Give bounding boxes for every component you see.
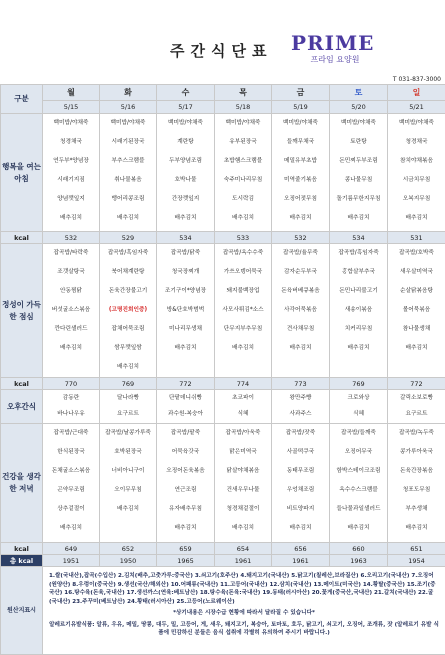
- breakfast-cell: [43, 114, 100, 232]
- lunch-menu-item: 배추김치: [43, 339, 99, 358]
- total-kcal: 1954: [388, 555, 445, 567]
- lunch-menu-item: 가쓰오뎅어묵국: [215, 263, 271, 282]
- dinner-menu-item: 곤약무조림: [43, 481, 99, 500]
- lunch-kcal: 774: [215, 378, 272, 390]
- breakfast-menu-item: 백미밥/야채죽: [330, 114, 387, 133]
- dinner-menu-item: 부추생채: [388, 500, 445, 519]
- lunch-menu-item: 배추김치: [388, 339, 445, 358]
- dinner-menu-item: 청경채겉절이: [215, 500, 271, 519]
- dinner-menu-item: 너비아니구이: [100, 462, 156, 481]
- lunch-menu-item: 조갯살탕국: [43, 263, 99, 282]
- dinner-menu-item: 맑은미역국: [215, 443, 271, 462]
- dinner-kcal: 656: [272, 543, 330, 555]
- lunch-cell: [215, 244, 272, 378]
- dinner-cell: [272, 424, 330, 543]
- kcal-label: kcal: [1, 232, 43, 244]
- breakfast-menu-item: 들깨무채국: [272, 133, 329, 152]
- breakfast-menu-item: 초밥햄스크램블: [215, 152, 271, 171]
- dinner-cell: [388, 424, 445, 543]
- dinner-menu-item: 오징어무국: [330, 443, 387, 462]
- header: [0, 0, 445, 86]
- breakfast-menu-item: 백미밥/야채죽: [157, 114, 214, 133]
- lunch-menu-item: 순살닭볶음탕: [388, 282, 445, 301]
- lunch-menu-item: 단무지부추무침: [215, 320, 271, 339]
- breakfast-menu-item: 백미밥/야채죽: [388, 114, 445, 133]
- snack-menu-item: 단팥데니쉬빵: [157, 390, 214, 406]
- lunch-menu-item: 새송이볶음: [330, 301, 387, 320]
- dinner-menu-item: 어묵육갓국: [157, 443, 214, 462]
- breakfast-menu-item: 백미밥/야채죽: [43, 114, 99, 133]
- lunch-cell: [43, 244, 100, 378]
- dinner-menu-item: 돈육간장볶음: [388, 462, 445, 481]
- breakfast-menu-item: 미역줄기볶음: [272, 171, 329, 190]
- dinner-cell: [100, 424, 157, 543]
- breakfast-kcal-row: [1, 232, 445, 244]
- date-fri: 5/19: [272, 101, 330, 114]
- breakfast-menu-item: 부추스크램블: [100, 152, 156, 171]
- lunch-menu-item: 돈육간장불고기: [100, 282, 156, 301]
- lunch-menu-item: 북어채계란탕: [100, 263, 156, 282]
- breakfast-menu-item: 배추김치: [43, 209, 99, 228]
- dinner-menu-item: 잡곡밥/날콩가루죽: [100, 424, 156, 443]
- dinner-cell: [157, 424, 215, 543]
- logo: [291, 33, 401, 69]
- breakfast-label: 행복을 여는 아침: [1, 114, 43, 232]
- dinner-menu-item: 배추김치: [215, 519, 271, 538]
- dinner-menu-item: 동태무조림: [272, 462, 329, 481]
- breakfast-menu-item: 시래기지짐: [43, 171, 99, 190]
- date-tue: 5/16: [100, 101, 157, 114]
- dinner-menu-item: 상추겉절이: [43, 500, 99, 519]
- dinner-menu-item: 잡곡밥/팥죽: [157, 424, 214, 443]
- lunch-cell: [157, 244, 215, 378]
- lunch-kcal: 770: [43, 378, 100, 390]
- snack-row: [1, 390, 445, 424]
- lunch-menu-item: 버섯굴소스볶음: [43, 301, 99, 320]
- snack-menu-item: 초코파이: [215, 390, 271, 406]
- breakfast-cell: [272, 114, 330, 232]
- lunch-menu-item: 홍합살부추국: [330, 263, 387, 282]
- lunch-menu-item: 돈민나리불고기: [330, 282, 387, 301]
- breakfast-menu-item: 숙주미나리무침: [215, 171, 271, 190]
- snack-cell: [157, 390, 215, 424]
- total-kcal: 1950: [100, 555, 157, 567]
- breakfast-menu-item: 메밀유부초밥: [272, 152, 329, 171]
- lunch-menu-item: 감자순두부국: [272, 263, 329, 282]
- weekly-menu-table: [0, 84, 445, 655]
- dinner-cell: [215, 424, 272, 543]
- kcal-label: kcal: [1, 543, 43, 555]
- kcal-label: kcal: [1, 378, 43, 390]
- phone-number: T 031-837-3000: [393, 76, 441, 83]
- dinner-menu-item: 닭살야채볶음: [215, 462, 271, 481]
- breakfast-menu-item: 배추김치: [100, 209, 156, 228]
- breakfast-menu-item: 배추김치: [157, 209, 214, 228]
- lunch-menu-item: 사각어묵볶음: [272, 301, 329, 320]
- breakfast-kcal: 529: [100, 232, 157, 244]
- dinner-menu-item: 오징어돈육볶음: [157, 462, 214, 481]
- breakfast-menu-item: 도시락김: [215, 190, 271, 209]
- page-title: 주간식단표: [170, 40, 272, 61]
- dinner-menu-item: 배추김치: [272, 519, 329, 538]
- snack-menu-item: 크로와상: [330, 390, 387, 406]
- dinner-kcal: 651: [388, 543, 445, 555]
- breakfast-menu-item: 콩나물무침: [330, 171, 387, 190]
- breakfast-menu-item: 배추김치: [330, 209, 387, 228]
- dinner-kcal-row: [1, 543, 445, 555]
- breakfast-kcal: 531: [388, 232, 445, 244]
- day-thu: 목: [215, 85, 272, 101]
- snack-menu-item: 달나라빵: [100, 390, 156, 406]
- snack-menu-item: 식혜: [330, 406, 387, 422]
- snack-cell: [215, 390, 272, 424]
- breakfast-menu-item: 시금치무침: [388, 171, 445, 190]
- total-kcal: 1961: [272, 555, 330, 567]
- lunch-menu-item: 배추김치: [272, 339, 329, 358]
- dinner-menu-item: 연근조림: [157, 481, 214, 500]
- breakfast-menu-item: 간장깻잎지: [157, 190, 214, 209]
- dinner-kcal: 654: [215, 543, 272, 555]
- dinner-menu-item: 함박스테이크조림: [330, 462, 387, 481]
- lunch-menu-item: 방&단호박범벅: [157, 301, 214, 320]
- snack-menu-item: 사과주스: [272, 406, 329, 422]
- breakfast-cell: [157, 114, 215, 232]
- day-mon: 월: [43, 85, 100, 101]
- dinner-menu-item: 호박된장국: [100, 443, 156, 462]
- lunch-menu-item: 잡채어묵조림: [100, 320, 156, 339]
- breakfast-menu-item: 배추김치: [215, 209, 271, 228]
- breakfast-row: [1, 114, 445, 232]
- dinner-label: 건강을 생각한 저녁: [1, 424, 43, 543]
- dinner-menu-item: 잡곡밥/들깨죽: [330, 424, 387, 443]
- day-sun: 일: [388, 85, 445, 101]
- dinner-menu-item: 잡곡밥/근대죽: [43, 424, 99, 443]
- lunch-row: [1, 244, 445, 378]
- total-kcal: 1963: [330, 555, 388, 567]
- lunch-cell: [272, 244, 330, 378]
- dinner-menu-item: 사골떡쿠국: [272, 443, 329, 462]
- breakfast-cell: [215, 114, 272, 232]
- lunch-cell: [100, 244, 157, 378]
- breakfast-menu-item: 양념깻잎지: [43, 190, 99, 209]
- lunch-kcal: 773: [272, 378, 330, 390]
- total-kcal: 1951: [43, 555, 100, 567]
- lunch-menu-item: 견사채무침: [272, 320, 329, 339]
- snack-menu-item: 요구르트: [100, 406, 156, 422]
- breakfast-kcal: 532: [43, 232, 100, 244]
- snack-menu-item: 왕만주빵: [272, 390, 329, 406]
- origin-info: [43, 567, 445, 655]
- lunch-cell: [330, 244, 388, 378]
- snack-cell: [43, 390, 100, 424]
- breakfast-kcal: 533: [215, 232, 272, 244]
- dinner-kcal: 659: [157, 543, 215, 555]
- dinner-cell: [43, 424, 100, 543]
- date-thu: 5/18: [215, 101, 272, 114]
- breakfast-menu-item: 백미밥/야채죽: [215, 114, 271, 133]
- date-row: [1, 101, 445, 114]
- breakfast-menu-item: 토란탕: [330, 133, 387, 152]
- logo-text: PRIME: [291, 33, 401, 53]
- breakfast-menu-item: 배추김치: [388, 209, 445, 228]
- dinner-menu-item: 배추김치: [330, 519, 387, 538]
- lunch-menu-item: 잡곡밥/흑임자죽: [330, 244, 387, 263]
- snack-cell: [388, 390, 445, 424]
- breakfast-kcal: 532: [272, 232, 330, 244]
- snack-menu-item: 과수원-복숭아: [157, 406, 214, 422]
- lunch-menu-item: 쌈무깻잎쌈: [100, 339, 156, 358]
- breakfast-menu-item: 백미밥/야채죽: [100, 114, 156, 133]
- breakfast-menu-item: 오복지무침: [388, 190, 445, 209]
- breakfast-menu-item: 계란탕: [157, 133, 214, 152]
- snack-menu-item: 바나나우유: [43, 406, 99, 422]
- day-wed: 수: [157, 85, 215, 101]
- breakfast-cell: [388, 114, 445, 232]
- dinner-menu-item: 청포도무침: [388, 481, 445, 500]
- breakfast-kcal: 534: [330, 232, 388, 244]
- lunch-menu-item: 잡곡밥/흑임자죽: [100, 244, 156, 263]
- dinner-menu-item: 유자배추무침: [157, 500, 214, 519]
- breakfast-menu-item: 돌기름무한지무침: [330, 190, 387, 209]
- day-fri: 금: [272, 85, 330, 101]
- breakfast-menu-item: 유부된장국: [215, 133, 271, 152]
- breakfast-menu-item: 오징어젓무침: [272, 190, 329, 209]
- snack-menu-item: 갈릭소보로빵: [388, 390, 445, 406]
- dinner-menu-item: 잡곡밥/녹두죽: [388, 424, 445, 443]
- dinner-menu-item: 돈채굴소스볶음: [43, 462, 99, 481]
- breakfast-menu-item: 두부양념조림: [157, 152, 214, 171]
- breakfast-menu-item: 연두부*양념장: [43, 152, 99, 171]
- lunch-menu-item: 새우살미역국: [388, 263, 445, 282]
- allergy-notice: 알레르기유발식품: 알류, 우유, 메밀, 땅콩, 대두, 밀, 고등어, 게, 새우, 돼지고기, 복숭아, 토마토, 호두, 닭고기, 쇠고기, 오징어, 조개류, 잣 (알레르기 유발 식품에 민감하신 분들은 음식 섭취에 각별히 유의하여 주시기 바랍니다.): [49, 621, 439, 638]
- lunch-menu-item: 참나물생채: [388, 320, 445, 339]
- lunch-menu-item: 볼어묵볶음: [388, 301, 445, 320]
- day-tue: 화: [100, 85, 157, 101]
- dinner-menu-item: 배추김치: [157, 519, 214, 538]
- dinner-menu-item: 배추김치: [388, 519, 445, 538]
- dinner-menu-item: 콩가루아욱국: [388, 443, 445, 462]
- dinner-menu-item: 건새우무나물: [215, 481, 271, 500]
- lunch-menu-item: 사모사튀김*소스: [215, 301, 271, 320]
- dinner-kcal: 660: [330, 543, 388, 555]
- lunch-menu-item: 배추김치: [215, 339, 271, 358]
- corner-label: 구분: [1, 85, 43, 114]
- dinner-menu-item: 옥수수스크램블: [330, 481, 387, 500]
- dinner-menu-item: 오이무무침: [100, 481, 156, 500]
- snack-cell: [272, 390, 330, 424]
- dinner-cell: [330, 424, 388, 543]
- date-wed: 5/17: [157, 101, 215, 114]
- origin-label: 원산지표시: [1, 567, 43, 655]
- lunch-cell: [388, 244, 445, 378]
- lunch-menu-item: 치커리무침: [330, 320, 387, 339]
- lunch-menu-item: 잡곡밥/닭죽: [157, 244, 214, 263]
- breakfast-menu-item: 호박나물: [157, 171, 214, 190]
- total-kcal-row: [1, 555, 445, 567]
- dinner-menu-item: 잡곡밥/잣죽: [272, 424, 329, 443]
- snack-cell: [330, 390, 388, 424]
- breakfast-menu-item: 돈민찌두부조림: [330, 152, 387, 171]
- dinner-menu-item: 잡곡밥/아욱죽: [215, 424, 271, 443]
- lunch-kcal: 769: [100, 378, 157, 390]
- breakfast-menu-item: 청경채국: [43, 133, 99, 152]
- snack-menu-item: 식혜: [215, 406, 271, 422]
- day-row: [1, 85, 445, 101]
- dinner-kcal: 652: [100, 543, 157, 555]
- snack-menu-item: 감동란: [43, 390, 99, 406]
- dinner-row: [1, 424, 445, 543]
- breakfast-menu-item: 취나물볶음: [100, 171, 156, 190]
- dinner-menu-item: 비트양파지: [272, 500, 329, 519]
- lunch-menu-item: 배추김치: [330, 339, 387, 358]
- lunch-menu-item: 안동찜닭: [43, 282, 99, 301]
- logo-subtitle: 프라임 요양원: [291, 54, 379, 65]
- lunch-menu-item: 잡곡밥/율무죽: [272, 244, 329, 263]
- breakfast-menu-item: 뱅어리콩조림: [100, 190, 156, 209]
- breakfast-cell: [100, 114, 157, 232]
- dinner-menu-item: 한식된장국: [43, 443, 99, 462]
- breakfast-kcal: 534: [157, 232, 215, 244]
- lunch-kcal-row: [1, 378, 445, 390]
- snack-label: 오후간식: [1, 390, 43, 424]
- lunch-menu-item: 잡곡밥/옥수수죽: [215, 244, 271, 263]
- lunch-kcal: 772: [388, 378, 445, 390]
- lunch-menu-item: 배추김치: [100, 358, 156, 377]
- date-sun: 5/21: [388, 101, 445, 114]
- dinner-menu-item: 배추김치: [100, 500, 156, 519]
- lunch-menu-item: 청국장찌개: [157, 263, 214, 282]
- origin-notice: *상기내용은 시장수급 현황에 따라서 달라질 수 있습니다*: [49, 609, 439, 618]
- total-kcal: 1961: [215, 555, 272, 567]
- breakfast-menu-item: 시래기된장국: [100, 133, 156, 152]
- breakfast-menu-item: 청경채국: [388, 133, 445, 152]
- dinner-menu-item: 배추김치: [43, 519, 99, 538]
- lunch-menu-item: 조기구이*양념장: [157, 282, 214, 301]
- day-sat: 토: [330, 85, 388, 101]
- lunch-menu-item: (고명진희인증): [100, 301, 156, 320]
- breakfast-menu-item: 참치야채볶음: [388, 152, 445, 171]
- lunch-menu-item: 잡곡밥/호박죽: [388, 244, 445, 263]
- total-kcal-label: 총 kcal: [1, 555, 43, 567]
- lunch-menu-item: 깐다린샐러드: [43, 320, 99, 339]
- date-sat: 5/20: [330, 101, 388, 114]
- lunch-kcal: 772: [157, 378, 215, 390]
- dinner-kcal: 649: [43, 543, 100, 555]
- lunch-menu-item: 잡곡밥/타락죽: [43, 244, 99, 263]
- dinner-menu-item: 들나물과일샐러드: [330, 500, 387, 519]
- total-kcal: 1965: [157, 555, 215, 567]
- snack-menu-item: 요구르트: [388, 406, 445, 422]
- dinner-menu-item: 우엉채조림: [272, 481, 329, 500]
- lunch-menu-item: 미나리무생채: [157, 320, 214, 339]
- lunch-menu-item: 돈육버베큐볶음: [272, 282, 329, 301]
- origin-row: [1, 567, 445, 655]
- lunch-label: 정성이 가득한 점심: [1, 244, 43, 378]
- lunch-menu-item: 돼지불백장업: [215, 282, 271, 301]
- breakfast-cell: [330, 114, 388, 232]
- breakfast-menu-item: 백미밥/야채죽: [272, 114, 329, 133]
- breakfast-menu-item: 배추김치: [272, 209, 329, 228]
- lunch-kcal: 769: [330, 378, 388, 390]
- snack-cell: [100, 390, 157, 424]
- lunch-menu-item: 배추김치: [157, 339, 214, 358]
- date-mon: 5/15: [43, 101, 100, 114]
- origin-text: 1.쌀(국내산),잡곡(수입산) 2.김치(배추,고춧가루:중국산) 3.쇠고기(호주산) 4.돼지고기(국내산) 5.닭고기(칠레산,브라질산) 6.오리고기(국내산) 7.오징어(원양산) 8.우렁이(중국산) 9.생선(국산/해외산) 10.어패류(국내산) 11.고등어(국내산) 12.삼치(국내산) 13.메이트(미국산) 14.황탈(중국산) 15.조기(중국산) 16.탕수육(돈육,국내산) 17.생선까스(연육:베트남산) 18.탕수육(돈육:국내산) 19.동태(러시아산) 20.꽃게(중국산,국내산) 21.갈치(국내산) 22.굴(국내산) 23.주꾸미(베트남산) 24.황태(러시아산) 25.고등어(노르웨이산): [49, 573, 436, 605]
